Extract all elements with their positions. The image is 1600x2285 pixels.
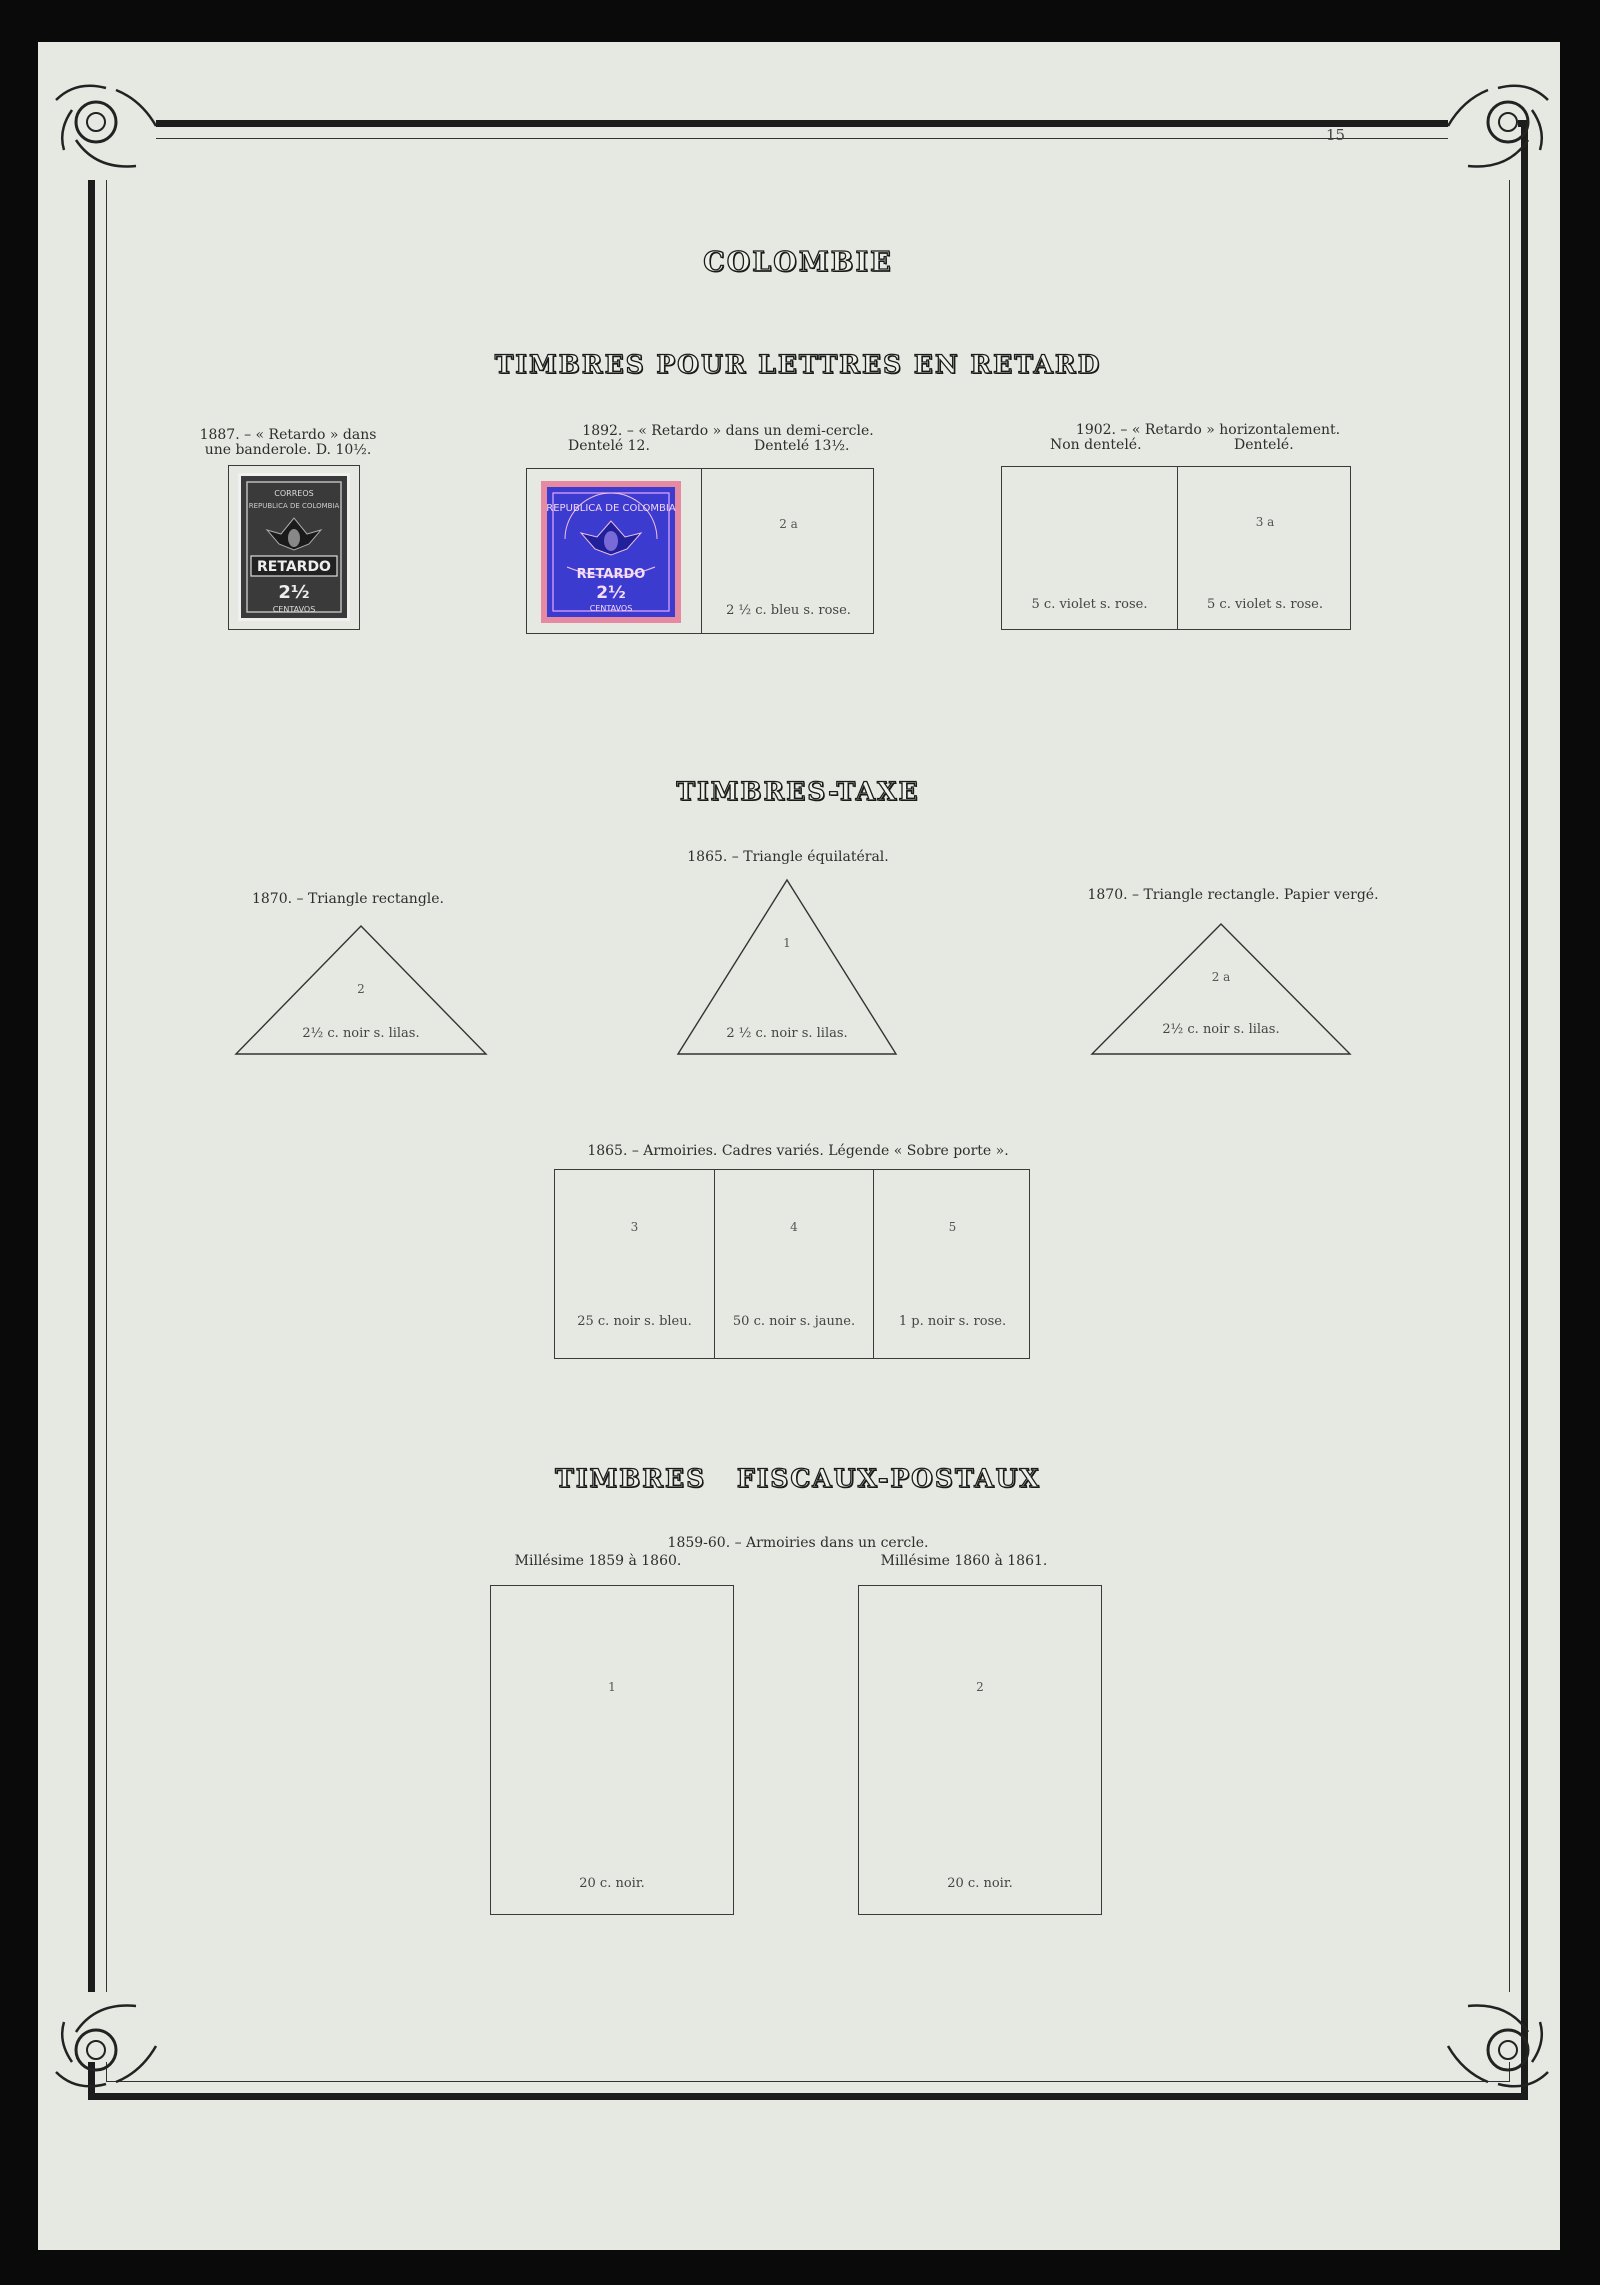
slot-description: 5 c. violet s. rose. (1207, 597, 1323, 612)
stamp-slot-fiscaux-2 (858, 1585, 1102, 1915)
stamp-1892-value: 2½ (596, 583, 626, 603)
slot-number: 3 (630, 1220, 639, 1234)
caption-1887-line2: une banderole. D. 10½. (204, 442, 372, 458)
stamp-slot-taxe-2a (1090, 922, 1352, 1056)
caption-1887-line1: 1887. – « Retardo » dans (199, 427, 377, 443)
slot-number: 2 (357, 982, 365, 996)
stamp-slot-armoiries-5 (873, 1170, 1031, 1358)
stamp-slot-fiscaux-1 (490, 1585, 734, 1915)
slot-number: 2 (976, 1680, 984, 1694)
slot-description: 20 c. noir. (947, 1876, 1013, 1891)
page-number: 15 (1326, 126, 1346, 144)
stamp-slot-armoiries-3 (555, 1170, 714, 1358)
caption-1892 (558, 424, 898, 454)
caption-taxe-1865-armoiries: 1865. – Armoiries. Cadres variés. Légende « Sobre porte ». (587, 1143, 1009, 1159)
caption-taxe-1870-triangle: 1870. – Triangle rectangle. (251, 891, 444, 907)
corner-ornament-bottom-left (46, 1982, 166, 2102)
stamp-1887-top-text: CORREOS (274, 489, 314, 498)
stamp-slot-1887 (228, 465, 360, 630)
stamp-slot-taxe-2 (234, 924, 488, 1056)
slot-description: 2 ½ c. noir s. lilas. (726, 1026, 848, 1041)
stamp-slot-1892-2a (701, 469, 875, 633)
slot-number: 4 (790, 1220, 798, 1234)
stamp-1887-country: REPUBLICA DE COLOMBIA (248, 502, 340, 510)
slot-number: 5 (948, 1220, 957, 1234)
stamp-slot-1902-3a (1177, 467, 1352, 629)
section-heading-taxe: TIMBRES-TAXE (676, 777, 920, 806)
stamp-1887-label: RETARDO (257, 559, 331, 575)
slot-description: 50 c. noir s. jaune. (732, 1314, 856, 1329)
slot-number: 1 (783, 936, 791, 950)
caption-1887 (198, 428, 378, 458)
stamp-slots-1892 (526, 468, 874, 634)
stamp-slot-armoiries-4 (714, 1170, 873, 1358)
stamp-slot-1892-a (527, 469, 701, 633)
album-page (38, 42, 1560, 2250)
caption-taxe-1865-triangle: 1865. – Triangle équilatéral. (687, 849, 889, 865)
stamp-1892-label: RETARDO (576, 567, 646, 582)
caption-1902-line1: 1902. – « Retardo » horizontalement. (1075, 422, 1341, 438)
caption-fiscaux-1859: 1859-60. – Armoiries dans un cercle. (667, 1535, 929, 1551)
slot-number: 3 a (1255, 515, 1275, 529)
caption-1892-right: Dentelé 13½. (754, 438, 850, 454)
slot-number: 2 a (1211, 970, 1231, 984)
slot-description: 25 c. noir s. bleu. (577, 1314, 692, 1329)
corner-ornament-top-left (46, 70, 166, 190)
stamp-1887-value: 2½ (278, 582, 310, 603)
slot-description: 2½ c. noir s. lilas. (1162, 1022, 1280, 1037)
section-heading-retard: TIMBRES POUR LETTRES EN RETARD (494, 350, 1102, 379)
caption-taxe-1870-verge: 1870. – Triangle rectangle. Papier vergé. (1087, 887, 1379, 903)
stamp-slot-1902-non-dentele (1002, 467, 1177, 629)
caption-1892-left: Dentelé 12. (568, 438, 650, 454)
caption-1902-left: Non dentelé. (1050, 437, 1142, 453)
stamp-1892-retardo-blue (541, 481, 681, 623)
stamp-slots-armoiries (554, 1169, 1030, 1359)
slot-description: 5 c. violet s. rose. (1031, 597, 1148, 612)
slot-description: 2 ½ c. bleu s. rose. (726, 603, 851, 618)
stamp-1887-bottom: CENTAVOS (272, 605, 316, 614)
corner-ornament-bottom-right (1438, 1982, 1558, 2102)
slot-description: 20 c. noir. (579, 1876, 645, 1891)
corner-ornament-top-right (1438, 70, 1558, 190)
stamp-slots-1902 (1001, 466, 1351, 630)
slot-number: 2 a (779, 517, 798, 531)
caption-1892-line1: 1892. – « Retardo » dans un demi-cercle. (582, 423, 874, 439)
slot-description: 1 p. noir s. rose. (898, 1314, 1007, 1329)
stamp-1892-bottom: CENTAVOS (589, 604, 633, 613)
section-heading-fiscaux: TIMBRES FISCAUX-POSTAUX (555, 1464, 1041, 1493)
caption-fiscaux-millesime-1860: Millésime 1860 à 1861. (880, 1553, 1048, 1569)
stamp-slot-taxe-1 (676, 878, 898, 1056)
slot-number: 1 (608, 1680, 616, 1694)
stamp-1887-retardo-grey (237, 472, 351, 622)
page-title: COLOMBIE (703, 247, 893, 278)
stamp-1892-country: REPUBLICA DE COLOMBIA (546, 503, 676, 514)
caption-1902-right: Dentelé. (1234, 437, 1294, 453)
caption-fiscaux-millesime-1859: Millésime 1859 à 1860. (514, 1553, 682, 1569)
slot-description: 2½ c. noir s. lilas. (302, 1026, 420, 1041)
caption-1902 (1038, 423, 1378, 453)
